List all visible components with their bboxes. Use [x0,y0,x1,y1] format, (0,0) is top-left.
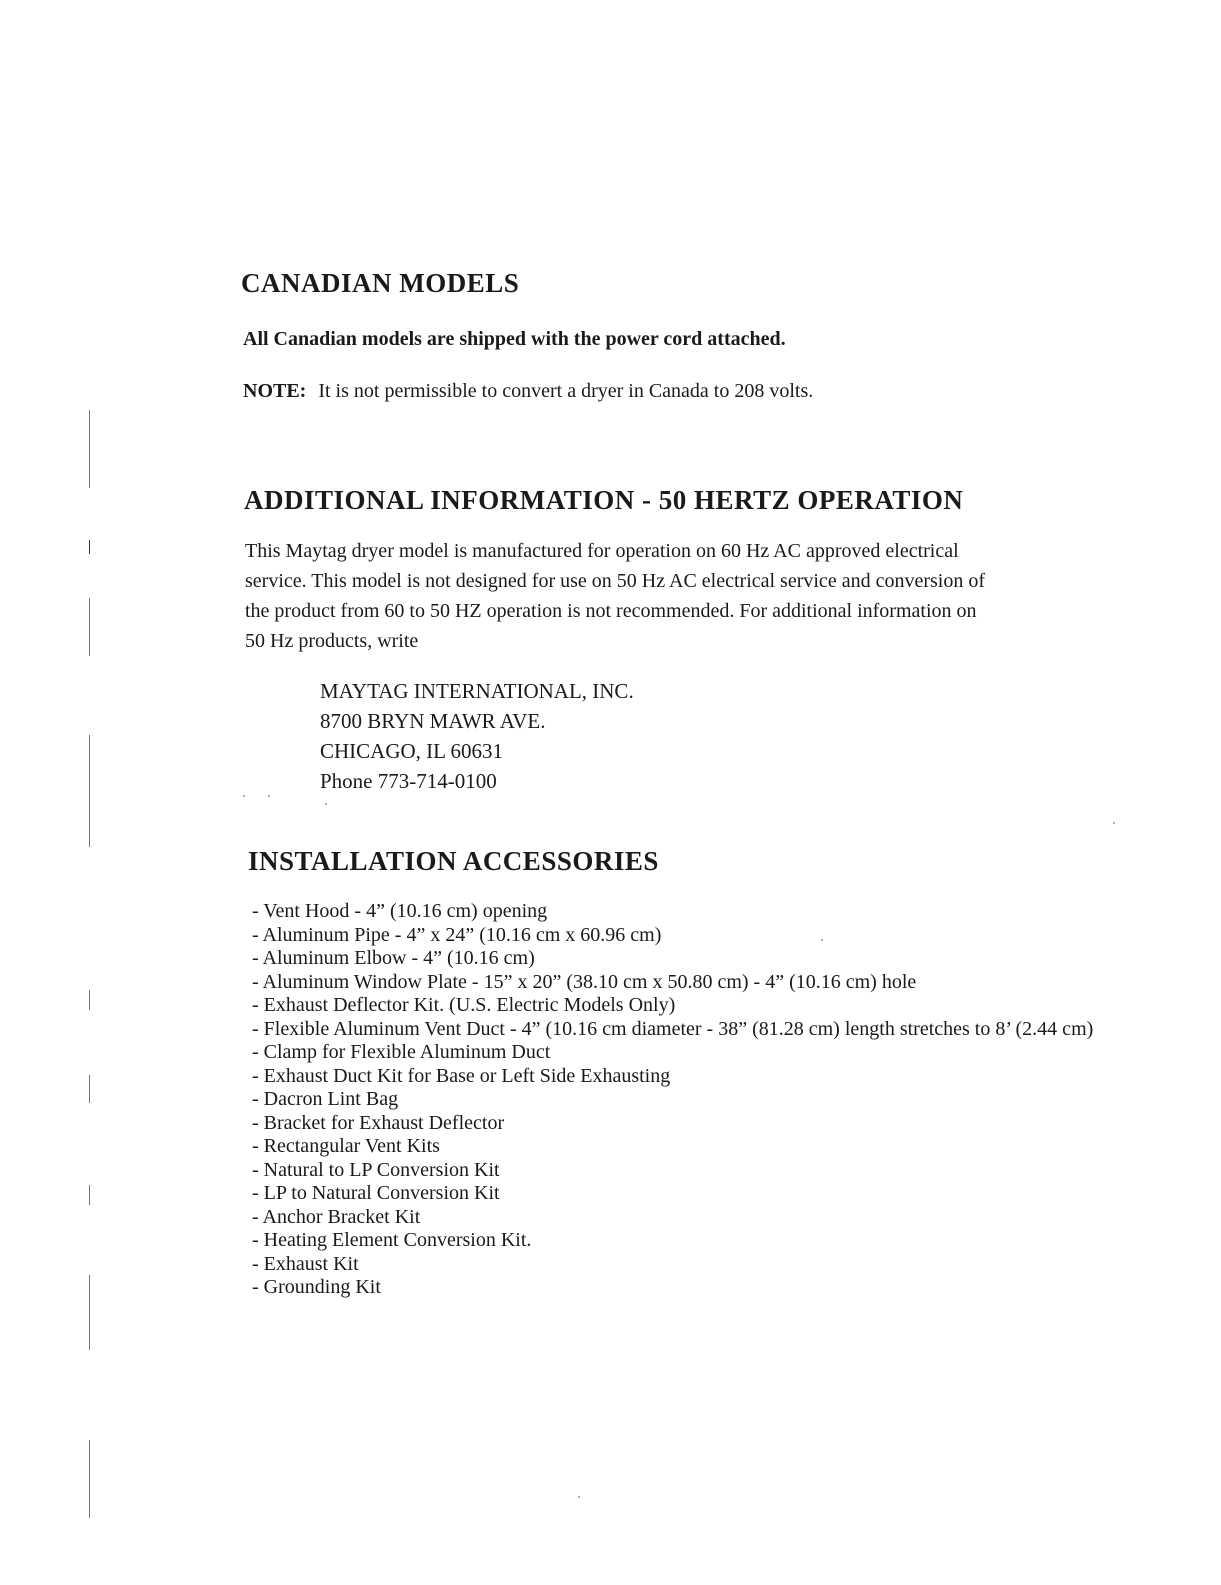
paragraph-line: the product from 60 to 50 HZ operation is not recommended. For additional information on [245,600,977,622]
margin-mark [89,990,90,1010]
canadian-note [243,380,813,403]
margin-mark [89,1185,90,1205]
address-company: MAYTAG INTERNATIONAL, INC. [320,679,634,703]
margin-mark [89,735,90,847]
scan-speck [243,795,245,797]
margin-mark [89,1275,90,1350]
additional-information-heading: ADDITIONAL INFORMATION - 50 HERTZ OPERATION [244,485,964,515]
fifty-hertz-paragraph [245,536,1195,656]
list-item: - Aluminum Window Plate - 15” x 20” (38.10 cm x 50.80 cm) - 4” (10.16 cm) hole [252,970,917,993]
list-item: - Bracket for Exhaust Deflector [252,1111,505,1134]
margin-mark [89,1075,90,1103]
list-item: - Aluminum Elbow - 4” (10.16 cm) [252,947,535,969]
list-item: - Flexible Aluminum Vent Duct - 4” (10.16 cm diameter - 38” (81.28 cm) length stretches to 8’ (2.44 cm) [252,1017,1094,1040]
accessories-list [252,900,1192,1300]
list-item: - Exhaust Deflector Kit. (U.S. Electric Models Only) [252,994,676,1016]
list-item: - Heating Element Conversion Kit. [252,1229,532,1251]
paragraph-line: 50 Hz products, write [245,630,419,652]
paragraph-line: service. This model is not designed for use on 50 Hz AC electrical service and conversion of [245,570,985,592]
scan-speck [268,795,270,797]
canadian-statement: All Canadian models are shipped with the power cord attached. [243,328,786,350]
list-item: - Aluminum Pipe - 4” x 24” (10.16 cm x 60.96 cm) [252,923,662,946]
list-item: - Vent Hood - 4” (10.16 cm) opening [252,900,548,922]
scan-speck [325,803,327,805]
margin-mark [89,598,90,656]
margin-mark [89,1440,90,1518]
mailing-address [320,676,634,796]
list-item: - Clamp for Flexible Aluminum Duct [252,1041,551,1063]
paragraph-line: This Maytag dryer model is manufactured for operation on 60 Hz AC approved electrical [245,540,959,562]
installation-accessories-heading: INSTALLATION ACCESSORIES [248,846,659,876]
list-item: - Anchor Bracket Kit [252,1205,421,1228]
canadian-models-heading: CANADIAN MODELS [241,268,520,298]
address-street: 8700 BRYN MAWR AVE. [320,709,546,733]
margin-mark [89,540,90,554]
scan-speck [578,1496,580,1498]
list-item: - Rectangular Vent Kits [252,1135,440,1157]
list-item: - Grounding Kit [252,1276,381,1298]
list-item: - Exhaust Duct Kit for Base or Left Side Exhausting [252,1064,671,1087]
note-text: It is not permissible to convert a dryer in Canada to 208 volts. [318,380,814,402]
list-item: - Exhaust Kit [252,1252,359,1275]
address-city: CHICAGO, IL 60631 [320,739,503,763]
list-item: - LP to Natural Conversion Kit [252,1182,500,1204]
list-item: - Dacron Lint Bag [252,1088,399,1110]
list-item: - Natural to LP Conversion Kit [252,1158,500,1181]
margin-mark [89,410,90,488]
address-phone: Phone 773-714-0100 [320,769,497,793]
note-label: NOTE: [243,380,307,402]
scan-speck [1113,822,1115,824]
